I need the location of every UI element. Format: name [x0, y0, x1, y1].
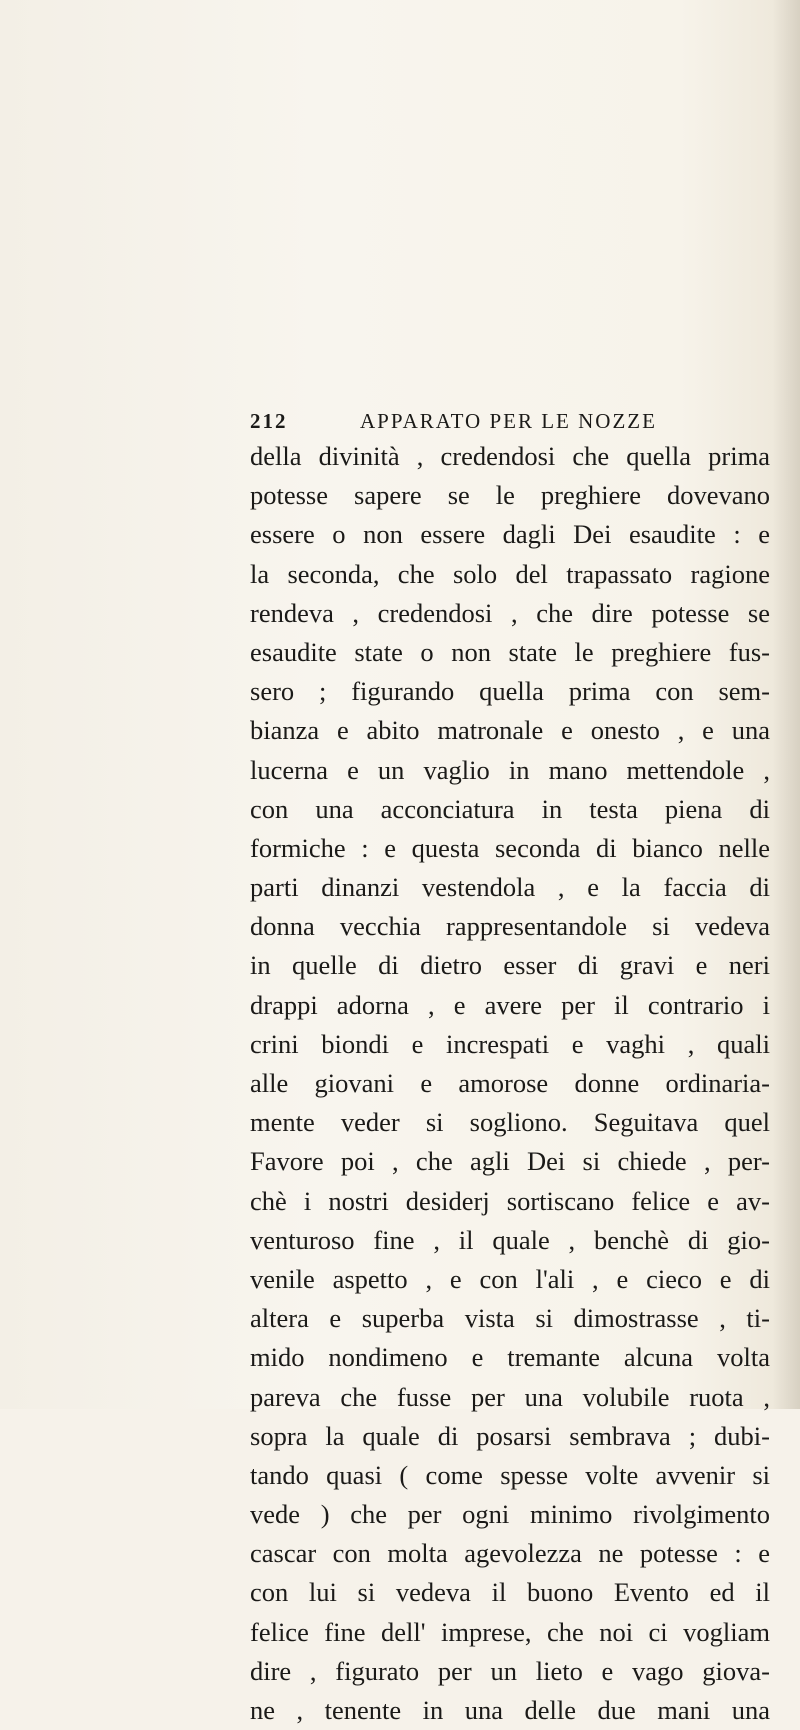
page-header — [250, 409, 770, 435]
text-line: pareva che fusse per una volubile ruota , — [250, 1381, 770, 1412]
text-line: rendeva , credendosi , che dire potesse se — [250, 597, 770, 628]
text-line: parti dinanzi vestendola , e la faccia di — [250, 872, 770, 903]
text-line: potesse sapere se le preghiere dovevano — [250, 480, 770, 511]
text-line: dire , figurato per un lieto e vago giova- — [250, 1655, 770, 1686]
text-line: venile aspetto , e con l'ali , e cieco e di — [250, 1263, 770, 1294]
text-line: bianza e abito matronale e onesto , e una — [250, 715, 770, 746]
text-line: chè i nostri desiderj sortiscano felice e av- — [250, 1185, 770, 1216]
text-line: formiche : e questa seconda di bianco nelle — [250, 832, 770, 863]
text-line: con lui si vedeva il buono Evento ed il — [250, 1577, 770, 1608]
text-line: donna vecchia rappresentandole si vedeva — [250, 911, 770, 942]
text-line: crini biondi e increspati e vaghi , quali — [250, 1028, 770, 1059]
text-line: essere o non essere dagli Dei esaudite : e — [250, 519, 770, 550]
text-line: Favore poi , che agli Dei si chiede , per- — [250, 1146, 770, 1177]
body-text — [250, 437, 770, 1730]
running-title: APPARATO PER LE NOZZE — [360, 409, 657, 433]
text-line: lucerna e un vaglio in mano mettendole , — [250, 754, 770, 785]
text-line: cascar con molta agevolezza ne potesse : e — [250, 1538, 770, 1569]
text-line: altera e superba vista si dimostrasse , ti- — [250, 1303, 770, 1334]
text-line: ne , tenente in una delle due mani una — [250, 1695, 770, 1725]
page-number: 212 — [250, 409, 288, 433]
text-line: tando quasi ( come spesse volte avvenir si — [250, 1459, 770, 1490]
text-line: drappi adorna , e avere per il contrario i — [250, 989, 770, 1020]
text-line: in quelle di dietro esser di gravi e neri — [250, 950, 770, 981]
text-line: sopra la quale di posarsi sembrava ; dubi- — [250, 1420, 770, 1451]
text-line: alle giovani e amorose donne ordinaria- — [250, 1068, 770, 1098]
text-line: sero ; figurando quella prima con sem- — [250, 676, 770, 707]
text-line: felice fine dell' imprese, che noi ci vogliam — [250, 1616, 770, 1647]
text-line: della divinità , credendosi che quella prima — [250, 441, 770, 471]
text-line: esaudite state o non state le preghiere fus- — [250, 636, 770, 667]
text-line: mente veder si sogliono. Seguitava quel — [250, 1107, 770, 1138]
page-edge-shadow — [772, 0, 800, 1409]
text-line: venturoso fine , il quale , benchè di gio- — [250, 1224, 770, 1255]
text-line: la seconda, che solo del trapassato ragione — [250, 558, 770, 589]
text-line: vede ) che per ogni minimo rivolgimento — [250, 1499, 770, 1530]
text-line: mido nondimeno e tremante alcuna volta — [250, 1342, 770, 1373]
text-line: con una acconciatura in testa piena di — [250, 793, 770, 824]
